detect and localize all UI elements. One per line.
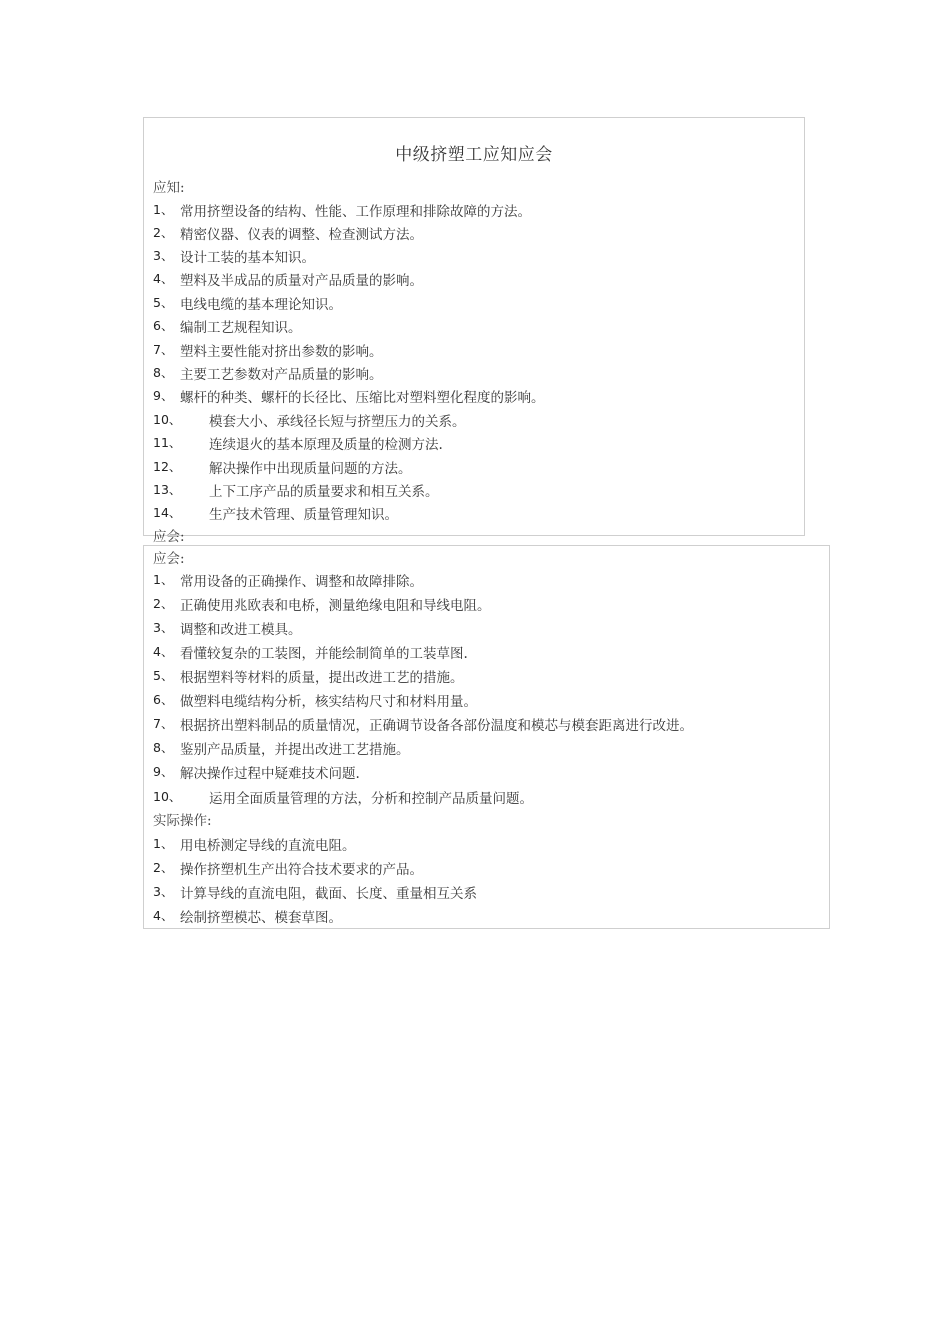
know-item-9 — [153, 386, 545, 406]
can-item-text: 做塑料电缆结构分析，核实结构尺寸和材料用量。 — [180, 694, 477, 710]
cut-off-section-label: 应会: — [153, 529, 185, 545]
can-item-text: 看懂较复杂的工装图，并能绘制简单的工装草图. — [180, 646, 468, 662]
can-item-text: 鉴别产品质量，并提出改进工艺措施。 — [180, 742, 410, 758]
know-item-number: 1、 — [153, 202, 174, 217]
know-item-text: 电线电缆的基本理论知识。 — [180, 297, 342, 313]
practice-item-3 — [153, 882, 477, 902]
know-item-number: 4、 — [153, 271, 174, 286]
can-item-1 — [153, 570, 423, 590]
can-item-number: 10、 — [153, 789, 182, 804]
practice-item-text: 绘制挤塑模芯、模套草图。 — [180, 910, 342, 926]
know-item-text: 塑料及半成品的质量对产品质量的影响。 — [180, 273, 423, 289]
know-item-number: 12、 — [153, 459, 182, 474]
can-item-number: 5、 — [153, 668, 174, 683]
practice-item-text: 用电桥测定导线的直流电阻。 — [180, 838, 356, 854]
can-item-9 — [153, 762, 360, 782]
can-item-text: 调整和改进工模具。 — [180, 622, 302, 638]
know-item-2 — [153, 223, 423, 243]
know-item-13 — [153, 480, 439, 500]
know-item-text: 模套大小、承线径长短与挤塑压力的关系。 — [209, 414, 466, 430]
know-item-number: 2、 — [153, 225, 174, 240]
practice-item-1 — [153, 834, 356, 854]
know-item-text: 螺杆的种类、螺杆的长径比、压缩比对塑料塑化程度的影响。 — [180, 390, 545, 406]
know-item-text: 连续退火的基本原理及质量的检测方法. — [209, 437, 443, 453]
can-item-number: 1、 — [153, 572, 174, 587]
can-item-3 — [153, 618, 302, 638]
can-item-number: 2、 — [153, 596, 174, 611]
can-item-2 — [153, 594, 491, 614]
know-item-number: 8、 — [153, 365, 174, 380]
practice-item-text: 操作挤塑机生产出符合技术要求的产品。 — [180, 862, 423, 878]
know-section-box — [143, 117, 805, 545]
know-item-text: 常用挤塑设备的结构、性能、工作原理和排除故障的方法。 — [180, 204, 531, 220]
know-item-number: 3、 — [153, 248, 174, 263]
can-section-label: 应会: — [153, 551, 185, 567]
practice-item-number: 2、 — [153, 860, 174, 875]
practice-item-4 — [153, 906, 342, 926]
can-item-text: 运用全面质量管理的方法，分析和控制产品质量问题。 — [209, 791, 533, 807]
know-item-text: 主要工艺参数对产品质量的影响。 — [180, 367, 383, 383]
know-item-text: 解决操作中出现质量问题的方法。 — [209, 461, 412, 477]
know-item-text: 上下工序产品的质量要求和相互关系。 — [209, 484, 439, 500]
can-item-6 — [153, 690, 477, 710]
know-item-1 — [153, 200, 531, 220]
know-item-number: 5、 — [153, 295, 174, 310]
know-item-11 — [153, 433, 443, 453]
know-item-number: 9、 — [153, 388, 174, 403]
know-item-number: 7、 — [153, 342, 174, 357]
can-item-7 — [153, 714, 693, 734]
know-section-label: 应知: — [153, 180, 185, 196]
know-item-14 — [153, 503, 398, 523]
can-item-number: 9、 — [153, 764, 174, 779]
practice-item-number: 4、 — [153, 908, 174, 923]
know-item-12 — [153, 457, 412, 477]
know-item-10 — [153, 410, 466, 430]
can-item-text: 根据塑料等材料的质量，提出改进工艺的措施。 — [180, 670, 464, 686]
practice-item-text: 计算导线的直流电阻，截面、长度、重量相互关系 — [180, 886, 477, 902]
practice-section-label: 实际操作: — [153, 813, 212, 829]
can-item-8 — [153, 738, 410, 758]
document-title: 中级挤塑工应知应会 — [395, 145, 553, 165]
know-item-text: 塑料主要性能对挤出参数的影响。 — [180, 344, 383, 360]
can-item-text: 根据挤出塑料制品的质量情况，正确调节设备各部份温度和模芯与模套距离进行改进。 — [180, 718, 693, 734]
know-item-number: 13、 — [153, 482, 182, 497]
know-item-number: 11、 — [153, 435, 182, 450]
can-item-4 — [153, 642, 468, 662]
know-item-6 — [153, 316, 302, 336]
practice-item-2 — [153, 858, 423, 878]
can-item-number: 4、 — [153, 644, 174, 659]
know-item-7 — [153, 340, 383, 360]
practice-item-number: 3、 — [153, 884, 174, 899]
can-section-box — [143, 545, 830, 929]
know-item-number: 6、 — [153, 318, 174, 333]
know-item-number: 14、 — [153, 505, 182, 520]
can-item-text: 正确使用兆欧表和电桥，测量绝缘电阻和导线电阻。 — [180, 598, 491, 614]
know-item-number: 10、 — [153, 412, 182, 427]
know-item-3 — [153, 246, 315, 266]
know-item-8 — [153, 363, 383, 383]
can-item-number: 8、 — [153, 740, 174, 755]
can-item-10 — [153, 787, 533, 807]
can-item-number: 6、 — [153, 692, 174, 707]
practice-item-number: 1、 — [153, 836, 174, 851]
can-item-text: 常用设备的正确操作、调整和故障排除。 — [180, 574, 423, 590]
know-item-text: 编制工艺规程知识。 — [180, 320, 302, 336]
can-item-text: 解决操作过程中疑难技术问题. — [180, 766, 360, 782]
can-item-number: 7、 — [153, 716, 174, 731]
know-item-text: 精密仪器、仪表的调整、检查测试方法。 — [180, 227, 423, 243]
know-item-5 — [153, 293, 342, 313]
know-item-4 — [153, 269, 423, 289]
know-item-text: 设计工装的基本知识。 — [180, 250, 315, 266]
can-item-5 — [153, 666, 464, 686]
can-item-number: 3、 — [153, 620, 174, 635]
know-item-text: 生产技术管理、质量管理知识。 — [209, 507, 398, 523]
